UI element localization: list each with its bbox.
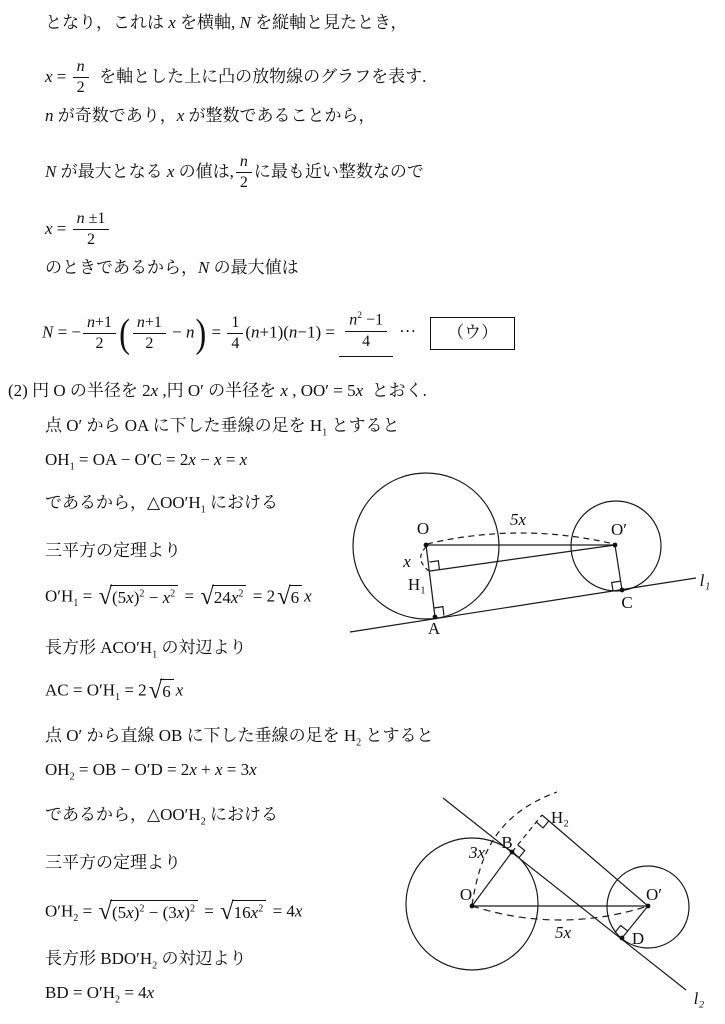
oo-prime-eq: OO′ = 5 bbox=[300, 381, 356, 400]
numerator bbox=[73, 210, 110, 230]
sqrt-expression bbox=[200, 585, 246, 610]
text-run: を縦軸と見たとき， bbox=[250, 13, 408, 32]
coeff-2: 2 bbox=[142, 381, 151, 400]
point-H: H bbox=[343, 726, 357, 745]
subscript-2: 2 bbox=[356, 737, 362, 749]
label-l2: l₂ bbox=[693, 989, 705, 1008]
open-5: (5 bbox=[112, 903, 127, 922]
radical-icon: √ bbox=[98, 583, 112, 610]
paren: ) bbox=[315, 322, 322, 342]
var-N: N bbox=[239, 13, 251, 32]
text-run: であるから， bbox=[45, 805, 147, 824]
minus: − bbox=[195, 450, 215, 469]
exponent-2: 2 bbox=[139, 903, 145, 915]
var-n: n bbox=[250, 322, 260, 342]
label-H2: H₂ bbox=[550, 808, 570, 827]
right-angle-D bbox=[615, 926, 628, 933]
right-angle-H2 bbox=[536, 821, 549, 828]
var-n: n bbox=[136, 313, 145, 331]
text-run: を軸とした上に凸の放物線のグラフを表す. bbox=[90, 66, 427, 86]
num-16: 16 bbox=[233, 903, 251, 922]
radicand bbox=[212, 585, 247, 610]
segment-B-H2-dashed bbox=[512, 815, 542, 852]
var-x: x bbox=[304, 586, 312, 606]
seg-OH: OH bbox=[45, 450, 70, 469]
part2-setup-line bbox=[8, 380, 427, 403]
var-x: x bbox=[176, 903, 185, 922]
text-run: のときであるから， bbox=[45, 258, 198, 277]
parity-condition-line bbox=[45, 105, 376, 128]
text-run: に下した垂線の足を bbox=[182, 726, 344, 745]
exponent-2: 2 bbox=[357, 310, 363, 321]
answer-box-u: （ウ） bbox=[430, 317, 515, 350]
radicand bbox=[110, 900, 198, 925]
pythagoras-line-1 bbox=[45, 540, 181, 563]
label-O: O bbox=[416, 519, 430, 538]
equals: = bbox=[78, 901, 97, 921]
var-x: x bbox=[166, 161, 175, 181]
var-x: x bbox=[214, 450, 222, 469]
subscript-2: 2 bbox=[114, 994, 121, 1006]
max-value-intro bbox=[45, 257, 299, 280]
subscript-2: 2 bbox=[200, 816, 206, 828]
label-O-prime: O′ bbox=[646, 885, 662, 904]
equals-4: = 4 bbox=[120, 983, 147, 1002]
big-right-paren: ) bbox=[195, 310, 207, 356]
label-5x: 5x bbox=[554, 923, 572, 942]
oh1-equation bbox=[45, 449, 247, 474]
text-run: の値は, bbox=[174, 161, 234, 181]
label-C: C bbox=[621, 593, 633, 612]
text-run: が最大となる bbox=[56, 161, 167, 181]
text-run: に最も近い整数なので bbox=[253, 161, 424, 181]
denominator: 4 bbox=[362, 332, 371, 350]
fraction-n1-2 bbox=[133, 314, 166, 354]
label-3x: 3x bbox=[468, 843, 486, 862]
point-O-prime: O′ bbox=[187, 381, 204, 400]
var-n: n bbox=[349, 311, 358, 329]
equals: = bbox=[221, 450, 240, 469]
segment-OB: OB bbox=[158, 726, 183, 745]
seg-O-prime-H: O′H bbox=[45, 586, 74, 606]
var-x: x bbox=[176, 106, 185, 125]
var-x: x bbox=[294, 901, 303, 921]
sqrt-6 bbox=[149, 679, 174, 704]
denominator: 2 bbox=[239, 174, 248, 192]
text-run: に下した垂線の足を bbox=[148, 416, 310, 435]
var-n: n bbox=[87, 313, 96, 331]
fraction-1-4 bbox=[227, 314, 243, 354]
var-x: x bbox=[45, 218, 53, 238]
right-angle-H1 bbox=[430, 561, 440, 570]
subscript-1: 1 bbox=[114, 691, 121, 703]
subscript-1: 1 bbox=[152, 649, 158, 661]
label-5x: 5x bbox=[509, 510, 527, 529]
close-paren: ) bbox=[133, 588, 140, 607]
minus: − bbox=[144, 588, 163, 607]
sqrt-expression bbox=[98, 585, 178, 610]
triangle-ooh1-line bbox=[45, 492, 278, 517]
exponent-2: 2 bbox=[139, 588, 145, 600]
radicand bbox=[110, 585, 178, 610]
text-run: の最大値は bbox=[209, 258, 299, 277]
var-x: x bbox=[168, 13, 176, 32]
equals: = bbox=[200, 901, 219, 921]
text-run: 三平方の定理より bbox=[45, 853, 181, 872]
var-x: x bbox=[280, 381, 288, 400]
text-run: 点 bbox=[45, 416, 67, 435]
label-O: O bbox=[459, 885, 473, 904]
axis-equation-line bbox=[45, 58, 426, 98]
text-run: の半径を bbox=[203, 381, 281, 400]
cdots: … bbox=[399, 316, 418, 336]
exponent-2: 2 bbox=[189, 903, 196, 915]
dot-O bbox=[470, 904, 475, 909]
fraction-n2-1-4 bbox=[345, 310, 387, 351]
text-run: であるから， bbox=[45, 493, 147, 512]
triangle-OOH: △OO′H bbox=[147, 493, 201, 512]
tangent-line-l1 bbox=[350, 578, 696, 632]
var-N: N bbox=[45, 161, 57, 181]
num-24: 24 bbox=[213, 588, 231, 607]
n-max-formula bbox=[42, 310, 515, 357]
close-paren: ) bbox=[133, 903, 140, 922]
subscript-1: 1 bbox=[69, 461, 75, 473]
var-x: x bbox=[214, 760, 223, 779]
radical-icon: √ bbox=[277, 583, 291, 610]
arc-length-5x bbox=[427, 533, 614, 544]
parabola-intro-line bbox=[45, 12, 407, 35]
max-condition-line bbox=[45, 153, 424, 193]
exponent-2: 2 bbox=[258, 903, 264, 915]
oh2-equation bbox=[45, 759, 257, 784]
subscript-2: 2 bbox=[69, 771, 75, 783]
diagram-internal-tangent bbox=[400, 780, 725, 1024]
equals-3: = 3 bbox=[222, 760, 250, 779]
var-N: N bbox=[42, 322, 54, 342]
var-x: x bbox=[45, 66, 53, 86]
text-run: の半径を bbox=[65, 381, 143, 400]
equals-2: = 2 bbox=[248, 586, 276, 606]
subscript-1: 1 bbox=[73, 597, 79, 609]
equals: = bbox=[321, 322, 340, 342]
rectangle-bdo-line bbox=[45, 948, 246, 973]
point-O: O bbox=[53, 381, 66, 400]
text-run: から bbox=[82, 416, 125, 435]
text-run: ,円 bbox=[158, 381, 188, 400]
segment-OA bbox=[426, 545, 435, 617]
label-O-prime: O′ bbox=[611, 520, 627, 539]
point-O-prime: O′ bbox=[66, 416, 83, 435]
right-angle-A bbox=[434, 607, 444, 616]
point-O-prime: O′ bbox=[66, 726, 83, 745]
oh1-prime-equation bbox=[45, 585, 312, 611]
seg-O-prime-H: O′H bbox=[45, 901, 74, 921]
plus-minus-one: ±1 bbox=[84, 210, 106, 227]
label-D: D bbox=[631, 929, 645, 948]
open-5: (5 bbox=[112, 588, 127, 607]
text-run: 長方形 bbox=[45, 638, 101, 657]
equals-minus: = − bbox=[53, 322, 82, 342]
plus: + bbox=[196, 760, 215, 779]
radical-icon: √ bbox=[148, 677, 163, 704]
var-x: x bbox=[162, 588, 171, 607]
text-run: の対辺より bbox=[157, 638, 247, 657]
close-paren: ) bbox=[184, 903, 190, 922]
dot-O-prime bbox=[613, 543, 618, 548]
label-x: x bbox=[403, 552, 411, 571]
plus-one: +1 bbox=[259, 322, 278, 342]
numerator: n bbox=[236, 153, 252, 173]
var-x: x bbox=[230, 588, 239, 607]
point-H: H bbox=[309, 416, 323, 435]
numerator bbox=[133, 314, 166, 334]
bd-equation bbox=[45, 982, 154, 1007]
var-x: x bbox=[249, 760, 257, 779]
denominator: 2 bbox=[76, 79, 85, 97]
var-x: x bbox=[175, 680, 184, 700]
triangle-OOH: △OO′H bbox=[147, 805, 201, 824]
segment-H1-O-prime bbox=[430, 545, 615, 571]
text-run: における bbox=[205, 493, 278, 512]
var-n: n bbox=[288, 322, 298, 342]
radical-icon: √ bbox=[200, 583, 214, 610]
pythagoras-line-2 bbox=[45, 852, 181, 875]
oh2-prime-equation bbox=[45, 900, 302, 926]
expr: = OA − O′C = 2 bbox=[74, 450, 189, 469]
segment-H2-O-prime bbox=[542, 815, 648, 906]
big-left-paren: ( bbox=[119, 310, 130, 356]
fraction-n-2 bbox=[236, 153, 252, 193]
segment-OA: OA bbox=[124, 416, 149, 435]
sqrt-expression bbox=[220, 900, 266, 925]
denominator: 4 bbox=[231, 335, 240, 353]
triangle-ooh2-line bbox=[45, 804, 278, 829]
plus-one: +1 bbox=[95, 313, 113, 331]
var-N: N bbox=[198, 258, 210, 277]
item-number: (2) bbox=[8, 381, 28, 400]
rectangle-aco-line bbox=[45, 637, 246, 662]
text-run: が奇数であり， bbox=[53, 106, 177, 125]
subscript-1: 1 bbox=[200, 504, 206, 516]
label-H1: H₁ bbox=[407, 575, 427, 594]
subscript-2: 2 bbox=[73, 912, 79, 924]
ac-equation bbox=[45, 679, 183, 705]
exponent-2: 2 bbox=[170, 588, 176, 600]
expr: AC = O′H bbox=[45, 680, 115, 700]
radical-icon: √ bbox=[220, 898, 234, 925]
arc-length-5x bbox=[472, 906, 648, 920]
fraction-n1-2 bbox=[83, 314, 116, 354]
right-angle-B bbox=[518, 845, 525, 858]
var-x: x bbox=[188, 450, 196, 469]
dot-D bbox=[620, 936, 625, 941]
segment-O-prime-C bbox=[615, 545, 622, 590]
parens: )( bbox=[277, 322, 289, 342]
sqrt-6 bbox=[277, 585, 302, 610]
h1-definition-line bbox=[45, 415, 400, 440]
subscript-2: 2 bbox=[152, 960, 158, 972]
radicand: 6 bbox=[289, 585, 303, 610]
denominator: 2 bbox=[95, 335, 104, 353]
answer-underline bbox=[339, 310, 393, 357]
minus-one: −1 bbox=[362, 311, 384, 329]
text-run: とすると bbox=[361, 726, 434, 745]
x-value-equation bbox=[45, 210, 111, 250]
text-run: , bbox=[287, 381, 301, 400]
label-A: A bbox=[427, 619, 441, 638]
var-n: n bbox=[76, 210, 85, 227]
text-run: における bbox=[205, 805, 278, 824]
paren: ( bbox=[245, 322, 251, 342]
dot-O bbox=[424, 543, 429, 548]
exponent-2: 2 bbox=[238, 588, 244, 600]
text-run: 円 bbox=[27, 381, 54, 400]
text-run: とおく. bbox=[363, 381, 427, 400]
equals: = bbox=[78, 586, 97, 606]
var-x: x bbox=[250, 903, 259, 922]
var-x: x bbox=[146, 983, 155, 1002]
numerator bbox=[83, 314, 116, 334]
label-B: B bbox=[501, 833, 513, 852]
var-x: x bbox=[150, 381, 159, 400]
text-run: となり，これは bbox=[45, 13, 169, 32]
dot-O-prime bbox=[646, 904, 651, 909]
denominator: 2 bbox=[145, 335, 154, 353]
var-n: n bbox=[45, 106, 54, 125]
text-run: 長方形 bbox=[45, 949, 101, 968]
text-run: とすると bbox=[327, 416, 400, 435]
plus-one: +1 bbox=[144, 313, 162, 331]
rect-BDOH: BDO′H bbox=[100, 949, 153, 968]
sqrt-expression bbox=[98, 900, 198, 925]
text-run: 点 bbox=[45, 726, 67, 745]
fraction-n-plusminus-1-2 bbox=[73, 210, 110, 250]
equals-4: = 4 bbox=[268, 901, 295, 921]
fraction-n-2 bbox=[73, 58, 89, 98]
equals-2: = 2 bbox=[120, 680, 147, 700]
var-x: x bbox=[355, 381, 364, 400]
text-run: 三平方の定理より bbox=[45, 541, 181, 560]
var-x: x bbox=[239, 450, 248, 469]
label-l1: l₁ bbox=[699, 571, 711, 590]
var-x: x bbox=[189, 760, 197, 779]
var-x: x bbox=[126, 903, 134, 922]
radicand bbox=[232, 900, 267, 925]
diagram-external-tangent bbox=[345, 450, 725, 655]
text-run: が整数であることから， bbox=[184, 106, 376, 125]
numerator: n bbox=[73, 58, 89, 78]
expr: = OB − O′D = 2 bbox=[74, 760, 190, 779]
numerator: 1 bbox=[227, 314, 243, 334]
var-n: n bbox=[185, 322, 195, 342]
equals: = bbox=[52, 218, 71, 238]
minus-open-3: − (3 bbox=[144, 903, 177, 922]
minus: − bbox=[167, 322, 186, 342]
equals: = bbox=[207, 322, 226, 342]
minus-one: −1 bbox=[297, 322, 316, 342]
text-run: を横軸, bbox=[175, 13, 240, 32]
seg-OH: OH bbox=[45, 760, 70, 779]
var-x: x bbox=[126, 588, 134, 607]
dot-C bbox=[620, 588, 625, 593]
radical-icon: √ bbox=[98, 898, 112, 925]
expr: BD = O′H bbox=[45, 983, 115, 1002]
numerator bbox=[345, 310, 387, 332]
rect-ACOH: ACO′H bbox=[100, 638, 153, 657]
text-run: から直線 bbox=[82, 726, 159, 745]
equals: = bbox=[180, 586, 199, 606]
equals: = bbox=[52, 66, 71, 86]
h2-definition-line bbox=[45, 725, 434, 750]
radicand: 6 bbox=[160, 679, 174, 704]
subscript-1: 1 bbox=[322, 427, 328, 439]
text-run: の対辺より bbox=[157, 949, 247, 968]
denominator: 2 bbox=[87, 231, 96, 249]
